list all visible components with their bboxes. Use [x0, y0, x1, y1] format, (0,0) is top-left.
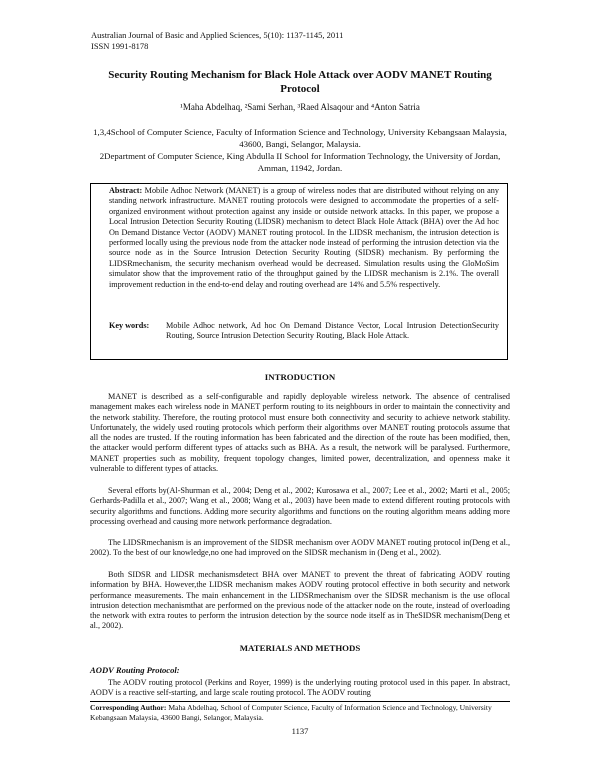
intro-paragraph-2: Several efforts by(Al-Shurman et al., 2004; Deng et al., 2002; Kurosawa et al., 2007; Lee et al., 2002; Marti et al., 2005; Gerhards-Padilla et al., 2007; Wang et al., 2008; Wang et al., 2003) have been made to extend different routing protocols with security algorithms and functions. Adding more security algorithms and functions on the routing algorithm means adding more processing overhead and causing more network performance degradation.	[90, 486, 510, 526]
methods-paragraph-1: The AODV routing protocol (Perkins and Royer, 1999) is the underlying routing protocol used in this paper. In abstract, AODV is a reactive self-starting, and large scale routing protocol. The AODV routing	[90, 678, 510, 698]
abstract-label: Abstract:	[109, 186, 143, 195]
methods-subheading: AODV Routing Protocol:	[90, 665, 180, 675]
corresponding-author-text: Maha Abdelhaq, School of Computer Science, Faculty of Information Science and Technology, University Kebangsaan Malaysia, 43600 Bangi, Selangor, Malaysia.	[90, 703, 492, 722]
intro-paragraph-4: Both SIDSR and LIDSR mechanismsdetect BHA over MANET to prevent the threat of fabricating AODV routing information by BHA. However,the LIDSR mechanism makes AODV routing protocol effective in both security and network performance measurements. The main enhancement in the LIDSRmechanism over the SIDSR mechanism is the use oflocal intrusion detection mechanismthat are performed on the previous node of the attacker node on the route, instead of overloading the network with extra routes to perform the intrusion detection by the source node itself as in TheSIDSR mechanism(Deng et al., 2002).	[90, 570, 510, 631]
journal-header: Australian Journal of Basic and Applied Sciences, 5(10): 1137-1145, 2011	[91, 30, 344, 40]
corresponding-author-label: Corresponding Author:	[90, 703, 167, 712]
keywords-label: Key words:	[109, 321, 150, 330]
intro-paragraph-1: MANET is described as a self-configurable and rapidly deployable wireless network. The absence of centralised management makes each wireless node in MANET perform routing to its neighbours in order to maintain the connectivity and the network stability. Therefore, the routing protocol must ensure both connectivity and security to achieve network stability. Unfortunately, the widely used routing protocols which perform their algorithms over MANET routing protocols assume that all the nodes are trusted. If the routing information has been fabricated and the direction of the route has been modified, then, the attacker would perform different types of attacks such as BHA. As a result, the network will be paralysed. Furthermore, MANET properties such as mobility, frequent topology changes, limited power, decentralization, and openness make it vulnerable to different types of attacks.	[90, 392, 510, 474]
issn: ISSN 1991-8178	[91, 41, 149, 51]
affiliation-1: 1,3,4School of Computer Science, Faculty of Information Science and Technology, University Kebangsaan Malaysia, 43600, Bangi, Selangor, Malaysia.	[93, 127, 507, 149]
keywords-text: Mobile Adhoc network, Ad hoc On Demand Distance Vector, Local Intrusion DetectionSecurity Routing, Source Intrusion Detection Security Routing, Black Hole Attack.	[166, 321, 499, 341]
abstract	[109, 186, 499, 290]
methods-heading: MATERIALS AND METHODS	[239, 643, 361, 653]
paper-title: Security Routing Mechanism for Black Hole Attack over AODV MANET Routing Protocol	[108, 69, 492, 95]
intro-heading: INTRODUCTION	[264, 372, 336, 382]
page-number: 1137	[291, 726, 309, 736]
footer-rule	[90, 701, 510, 702]
corresponding-author	[90, 703, 510, 722]
abstract-text: Mobile Adhoc Network (MANET) is a group of wireless nodes that are distributed without relying on any standing network infrastructure. MANET routing protocols were designed to accommodate the properties of a self-organized environment without protection against any inside or outside network attacks. In this paper, we propose a Local Intrusion Detection Security Routing (LIDSR) mechanism to detect Black Hole Attack (BHA) over the Ad hoc On Demand Distance Vector (AODV) MANET routing protocol. In the LIDSR mechanism, the intrusion detection is performed locally using the previous node from the attacker node instead of performing the intrusion detection via the source node as in the Source Intrusion Detection Security Routing (SIDSR) mechanism. By performing the LIDSRmechanism, the security mechanism overhead would be decreased. Simulation results using the GloMoSim simulator show that the improvement ratio of the throughput gained by the LIDSR mechanism is 2.1%. The overall improvement reduction in the end-to-end delay and routing overhead are 14% and 5.5% respectively.	[109, 186, 499, 289]
affiliation-2: 2Department of Computer Science, King Abdulla II School for Information Technology, the University of Jordan, Amman, 11942, Jordan.	[99, 151, 501, 173]
intro-paragraph-3: The LIDSRmechanism is an improvement of the SIDSR mechanism over AODV MANET routing protocol in(Deng et al., 2002). To the best of our knowledge,no one had improved on the SIDSR mechanism in (Deng et al., 2002).	[90, 538, 510, 558]
authors: ¹Maha Abdelhaq, ²Sami Serhan, ³Raed Alsaqour and ⁴Anton Satria	[180, 102, 420, 112]
